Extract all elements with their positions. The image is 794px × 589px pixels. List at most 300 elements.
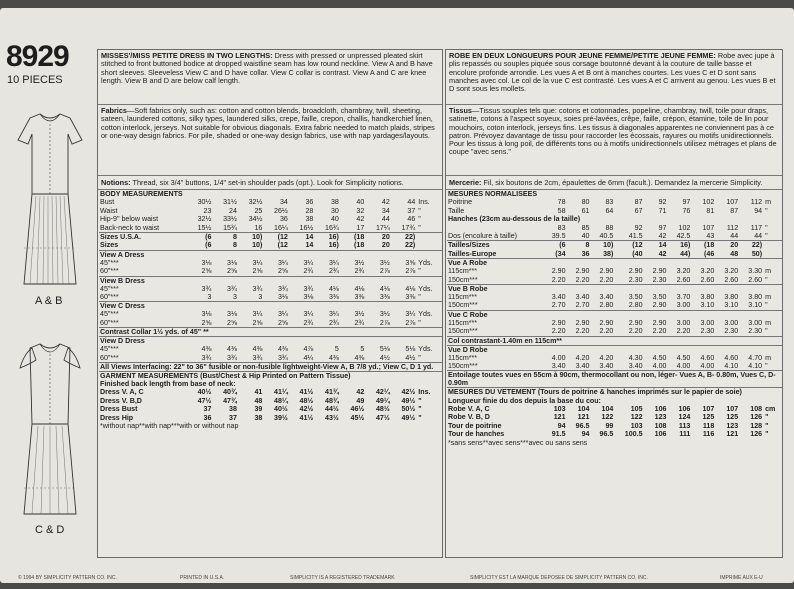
row-label: 45"*** <box>100 345 119 354</box>
cell-value: 2.80 <box>599 301 614 310</box>
english-panel <box>97 49 443 558</box>
cell-value: 2⅞ <box>405 267 416 276</box>
entoilage-row <box>447 371 782 388</box>
vetement-title-row <box>447 388 782 397</box>
cell-value: 5 <box>334 345 339 354</box>
cell-value: 105 <box>630 404 643 413</box>
cell-value: 3.80 <box>748 293 763 302</box>
cell-value: 4.50 <box>676 353 691 362</box>
cell-value: (12 <box>632 241 643 250</box>
cell-value: 3.50 <box>652 293 667 302</box>
cell-value: 3⅛ <box>303 293 314 302</box>
robe-b-row <box>447 301 782 310</box>
cell-value: 16) <box>328 233 339 242</box>
mesures-title-row <box>447 190 782 198</box>
cell-value: 38 <box>305 215 314 224</box>
description-fr <box>449 52 781 93</box>
cell-value: 38 <box>254 413 263 422</box>
cell-value: 42 <box>658 232 667 240</box>
cell-value: 91.5 <box>551 430 566 439</box>
cell-value: 40½ <box>197 388 212 397</box>
view-b-title-row <box>99 276 442 285</box>
cell-value: 3.40 <box>575 362 590 371</box>
cell-value: 2¾ <box>354 267 365 276</box>
cell-value: 3¾ <box>303 284 314 293</box>
view-d-title: View D Dress <box>100 337 145 346</box>
view-d-row <box>99 345 442 353</box>
cell-value: 48¾ <box>325 396 339 405</box>
cell-value: 38 <box>229 405 237 414</box>
row-label: Dress Hip <box>100 413 134 422</box>
cell-value: 44 <box>754 232 763 240</box>
body-measurements-title: BODY MEASUREMENTS <box>100 190 183 199</box>
divider <box>98 104 442 105</box>
cell-value: 2.20 <box>575 327 590 336</box>
cell-value: 2.90 <box>628 318 643 327</box>
hanches-title: Hanches (23cm au-dessous de la taille) <box>448 215 581 224</box>
cell-value: 118 <box>702 421 715 430</box>
hanches-row <box>447 224 782 232</box>
cell-value: 126 <box>750 413 763 422</box>
cell-value: 2⅝ <box>227 267 237 276</box>
unit-label: Yds. <box>418 258 433 267</box>
cell-value: 87 <box>634 198 643 207</box>
vetement-row <box>447 430 782 438</box>
cell-value: 4⅜ <box>252 345 263 354</box>
cell-value: 40.5 <box>599 232 614 240</box>
cell-value: 3⅜ <box>354 293 365 302</box>
taille-row <box>447 207 782 215</box>
cell-value: 44 <box>381 215 390 224</box>
cell-value: 3⅛ <box>201 310 212 319</box>
row-label: Tour de poitrine <box>448 421 502 430</box>
cell-value: 3¾ <box>227 353 237 362</box>
cell-value: 108 <box>750 404 763 413</box>
vetement-row <box>447 422 782 430</box>
vetement-row <box>447 413 782 421</box>
longueur-finie: Longueur finie du dos depuis la base du cou: <box>448 396 601 405</box>
cell-value: 2⅝ <box>201 318 212 327</box>
cell-value: 37 <box>407 206 416 215</box>
cell-value: 3¼ <box>405 310 416 319</box>
row-label: Back-neck to waist <box>100 223 160 232</box>
unit-label <box>417 241 442 250</box>
unit-label <box>417 233 442 242</box>
cell-value: 2.30 <box>748 327 763 336</box>
cell-value: 2¾ <box>328 318 339 327</box>
tailles-europe-row <box>447 250 782 259</box>
cell-value: 49½ <box>401 413 416 422</box>
unit-label: " <box>418 293 421 302</box>
cell-value: 123 <box>654 413 667 422</box>
cell-value: 30 <box>330 206 339 215</box>
cell-value: 3.00 <box>676 318 691 327</box>
cell-value: 4⅜ <box>354 353 365 362</box>
cell-value: 16) <box>328 241 339 250</box>
cell-value: 2.90 <box>551 267 566 276</box>
row-label: 115cm*** <box>448 318 478 327</box>
cell-value: 3.40 <box>628 362 643 371</box>
fabrics-body-en: —Soft fabrics only, such as: cotton and cotton blends, broadcloth, chambray, twill, sheeting, sateen, laundered cottons, silky types, laundered silks, crepe, faille, crepon, challis, handkerchief linen, cotton interlock, jerseys. Not suitable for obvious diagonals. Extra fabric needed to match plaids, stripes or one-way design fabrics. For pile, shaded or one-way design fabrics, use with nap yardages/layouts. <box>101 106 435 140</box>
cell-value: 40 <box>330 215 339 224</box>
cell-value: 106 <box>654 404 667 413</box>
cell-value: 48¼ <box>274 396 288 405</box>
garment-row <box>99 414 442 422</box>
cell-value: 2.20 <box>628 327 643 336</box>
cell-value: 17¾ <box>401 223 416 232</box>
row-label: Tailles-Europe <box>448 249 497 258</box>
cell-value: (6 <box>205 241 212 250</box>
row-label: 150cm*** <box>448 327 478 336</box>
cell-value: 20 <box>730 241 739 250</box>
cell-value: 36 <box>203 413 212 422</box>
unit-label: m <box>765 198 772 207</box>
row-label: Bust <box>100 198 115 207</box>
cell-value: 2.70 <box>551 301 566 310</box>
cell-value: 48 <box>730 249 739 258</box>
cell-value: 3.10 <box>700 301 715 310</box>
cell-value: 2.90 <box>599 318 614 327</box>
garment-measurements-title-row <box>99 372 442 381</box>
cell-value: 122 <box>630 413 643 422</box>
cell-value: 92 <box>658 198 667 207</box>
cell-value: 2.90 <box>575 267 590 276</box>
cell-value: 4⅛ <box>328 284 339 293</box>
cell-value: 3¾ <box>252 284 263 293</box>
cell-value: 23 <box>203 206 212 215</box>
robe-a-title-row <box>447 259 782 268</box>
cell-value: 37 <box>229 413 237 422</box>
cell-value: 4⅛ <box>354 284 365 293</box>
unit-label: m <box>765 318 772 327</box>
cell-value: 4⅜ <box>227 345 237 354</box>
cell-value: 2.60 <box>700 275 715 284</box>
cell-value: 4.10 <box>724 362 739 371</box>
unit-label <box>764 250 782 259</box>
description-title-en: MISSES'/MISS PETITE DRESS IN TWO LENGTHS: <box>101 51 273 60</box>
cell-value: 25 <box>254 206 263 215</box>
cell-value: 71 <box>658 206 667 215</box>
row-label: Sizes U.S.A. <box>100 233 142 242</box>
view-label-ab: A & B <box>35 295 63 307</box>
cell-value: 5⅛ <box>379 345 390 354</box>
cell-value: (18 <box>354 233 365 242</box>
finished-back-length-row <box>99 380 442 388</box>
cell-value: 4.60 <box>724 353 739 362</box>
footer-marque: SIMPLICITY EST LA MARQUE DEPOSEE DE SIMPLICITY PATTERN CO. INC. <box>470 575 648 581</box>
col-contrastant: Col contrastant-1.40m en 115cm** <box>448 336 562 345</box>
cell-value: 3.00 <box>724 318 739 327</box>
cell-value: 94 <box>557 421 566 430</box>
row-label: Waist <box>100 206 118 215</box>
cell-value: 2¾ <box>328 267 339 276</box>
footnote-en: *without nap**with nap***with or without nap <box>100 422 239 431</box>
cell-value: 78 <box>557 198 566 207</box>
cell-value: 3.40 <box>599 362 614 371</box>
view-a-title: View A Dress <box>100 250 145 259</box>
robe-a-title: Vue A Robe <box>448 259 488 268</box>
cell-value: (40 <box>632 249 643 258</box>
cell-value: 3¼ <box>303 310 314 319</box>
cell-value: 42 <box>658 249 667 258</box>
cell-value: 24 <box>229 206 237 215</box>
cell-value: 122 <box>601 413 614 422</box>
cell-value: 14 <box>305 233 314 242</box>
mercerie-body-fr: Fil, six boutons de 2cm, épaulettes de 6mm (facult.). Demandez la mercerie Simplicity. <box>483 178 763 187</box>
view-b-title: View B Dress <box>100 276 145 285</box>
cell-value: (46 <box>704 249 715 258</box>
cell-value: 10) <box>252 241 263 250</box>
robe-b-title-row <box>447 285 782 294</box>
cell-value: 3¼ <box>252 310 263 319</box>
cell-value: 48½ <box>299 396 314 405</box>
cell-value: 20 <box>381 233 390 242</box>
cell-value: 8 <box>585 241 590 250</box>
cell-value: 4⅞ <box>303 345 314 354</box>
cell-value: 3¾ <box>201 284 212 293</box>
entoilage: Entoilage toutes vues en 55cm à 90cm, thermocollant ou non, léger- Vues A, B- 0.80m, Vues C, D- 0.90m <box>448 371 776 388</box>
dos-row <box>447 232 782 241</box>
unit-label: m <box>765 293 772 302</box>
cell-value: 2⅞ <box>405 318 416 327</box>
cell-value: 8 <box>232 233 237 242</box>
interfacing-row <box>99 363 442 372</box>
cell-value: 40½ <box>274 405 288 414</box>
cell-value: 26½ <box>274 206 288 215</box>
cell-value: 4½ <box>379 353 390 362</box>
unit-label: " <box>765 206 768 215</box>
cell-value: 2.20 <box>551 275 566 284</box>
contrast-collar-row <box>99 328 442 337</box>
cell-value: 94 <box>754 206 763 215</box>
cell-value: 2.30 <box>724 327 739 336</box>
cell-value: 107 <box>726 404 739 413</box>
cell-value: 38) <box>603 249 614 258</box>
cell-value: 97 <box>658 223 667 232</box>
cell-value: 41¾ <box>325 388 339 397</box>
cell-value: 20 <box>381 241 390 250</box>
cell-value: 107 <box>702 404 715 413</box>
view-b-row <box>99 285 442 293</box>
cell-value: 49¼ <box>375 396 390 405</box>
hanches-title-row <box>447 215 782 223</box>
cell-value: 58 <box>557 206 566 215</box>
robe-c-row <box>447 319 782 327</box>
row-label: Hip-9" below waist <box>100 215 159 224</box>
cell-value: 43½ <box>325 413 339 422</box>
cell-value: 16) <box>680 241 691 250</box>
vetement-row <box>447 405 782 413</box>
unit-label: Yds. <box>418 310 433 319</box>
cell-value: 36 <box>581 249 590 258</box>
unit-label: cm <box>765 404 776 413</box>
view-b-row <box>99 293 442 302</box>
cell-value: 76 <box>682 206 691 215</box>
cell-value: 3⅛ <box>227 258 237 267</box>
unit-label: " <box>418 267 421 276</box>
row-label: Robe V. A, C <box>448 404 490 413</box>
cell-value: 49 <box>356 396 365 405</box>
cell-value: 3¾ <box>277 353 288 362</box>
pieces-count: 10 PIECES <box>7 74 63 86</box>
cell-value: 2⅝ <box>201 267 212 276</box>
cell-value: 4.60 <box>700 353 715 362</box>
cell-value: 41.5 <box>628 232 643 240</box>
cell-value: 3⅜ <box>379 293 390 302</box>
cell-value: 41¼ <box>274 388 288 397</box>
description-body-en: Dress with pressed or unpressed pleated skirt stitched to front buttoned bodice at dropped waistline seam has low round neckline. View A and B have short sleeves. Sleeveless View C and D have collar. View C collar is contrast. View A and C are knee length. View B and D are below calf length. <box>101 51 433 85</box>
cell-value: 4.70 <box>748 353 763 362</box>
cell-value: 44½ <box>325 405 339 414</box>
cell-value: 2.20 <box>575 275 590 284</box>
cell-value: 46½ <box>350 405 365 414</box>
cell-value: 3.00 <box>676 301 691 310</box>
cell-value: 15½ <box>197 223 212 232</box>
cell-value: 3¾ <box>252 353 263 362</box>
cell-value: 3 <box>207 293 212 302</box>
cell-value: 97 <box>682 198 691 207</box>
cell-value: 4⅜ <box>328 353 339 362</box>
cell-value: 2.60 <box>676 275 691 284</box>
unit-label: " <box>418 223 421 232</box>
cell-value: 40 <box>581 232 590 240</box>
cell-value: 67 <box>634 206 643 215</box>
cell-value: 2⅞ <box>379 267 390 276</box>
cell-value: 34½ <box>248 215 263 224</box>
row-label: 115cm*** <box>448 267 478 276</box>
poitrine-row <box>447 198 782 206</box>
row-label: Taille <box>448 206 465 215</box>
fabrics-title-en: Fabrics <box>101 106 127 115</box>
cell-value: 2.90 <box>551 318 566 327</box>
cell-value: 2.70 <box>575 301 590 310</box>
footnote-en-row <box>99 422 442 430</box>
mesures-title: MESURES NORMALISEES <box>448 190 538 199</box>
cell-value: 31½ <box>223 198 237 207</box>
cell-value: 41½ <box>299 413 314 422</box>
cell-value: 4½ <box>405 353 416 362</box>
cell-value: 47½ <box>197 396 212 405</box>
cell-value: 16¾ <box>325 223 339 232</box>
unit-label: " <box>765 301 768 310</box>
row-label: 150cm*** <box>448 275 478 284</box>
cell-value: 34 <box>381 206 390 215</box>
cell-value: 41 <box>254 388 263 397</box>
cell-value: 3½ <box>354 310 365 319</box>
cell-value: 2.90 <box>628 267 643 276</box>
robe-c-title-row <box>447 310 782 319</box>
row-label: 115cm*** <box>448 353 478 362</box>
cell-value: 46 <box>407 215 416 224</box>
cell-value: 2⅝ <box>227 318 237 327</box>
cell-value: 108 <box>654 421 667 430</box>
cell-value: 4.50 <box>652 353 667 362</box>
cell-value: 3.00 <box>748 318 763 327</box>
cell-value: 3⅛ <box>227 310 237 319</box>
fabrics-en <box>101 107 441 140</box>
cell-value: 117 <box>750 223 763 232</box>
cell-value: 3¼ <box>277 310 288 319</box>
row-label: 60"*** <box>100 353 119 362</box>
body-measurements-title-row <box>99 190 442 198</box>
cell-value: 4⅜ <box>277 345 288 354</box>
cell-value: 2.90 <box>575 318 590 327</box>
unit-label: " <box>418 215 421 224</box>
row-label: Robe V. B, D <box>448 413 490 422</box>
cell-value: 32½ <box>197 215 212 224</box>
cell-value: 3.00 <box>700 318 715 327</box>
cell-value: 111 <box>679 430 691 439</box>
cell-value: 102 <box>702 198 715 207</box>
unit-label: " <box>418 206 421 215</box>
cell-value: 100.5 <box>624 430 643 439</box>
cell-value: 38 <box>330 198 339 207</box>
cell-value: 3¾ <box>277 284 288 293</box>
robe-d-row <box>447 362 782 371</box>
cell-value: 2⅝ <box>277 267 288 276</box>
cell-value: 49½ <box>401 396 416 405</box>
cell-value: 121 <box>553 413 566 422</box>
cell-value: 124 <box>678 413 691 422</box>
longueur-finie-row <box>447 396 782 404</box>
cell-value: 112 <box>726 223 739 232</box>
cell-value: 33½ <box>223 215 237 224</box>
view-a-row <box>99 259 442 267</box>
row-label: 45"*** <box>100 284 119 293</box>
cell-value: 4.10 <box>748 362 763 371</box>
description-body-fr: Robe avec jupe à plis repassés ou souples piquée sous corsage boutonné devant à la couture de taille basse et encolure profonde arrondie. Les vues A et B ont à manches courtes. Les vues C et D sont sans manches avec col. Le col de la vue C est contrasté. Les vues A et C arrivent au genou. Les vues B et D sont sous les mollets. <box>449 51 776 94</box>
cell-value: 3½ <box>379 258 390 267</box>
cell-value: 2.90 <box>652 318 667 327</box>
cell-value: 104 <box>601 404 614 413</box>
contrast-collar: Contrast Collar 1½ yds. of 45" ** <box>100 328 209 337</box>
cell-value: 4.00 <box>700 362 715 371</box>
cell-value: 3½ <box>379 310 390 319</box>
dress-sketch-ab <box>10 108 90 288</box>
cell-value: 4.20 <box>599 353 614 362</box>
sizes-usa-row <box>99 233 442 242</box>
unit-label: " <box>418 396 422 405</box>
cell-value: 10) <box>252 233 263 242</box>
cell-value: 45½ <box>350 413 365 422</box>
garment-row <box>99 388 442 396</box>
finished-back-length: Finished back length from base of neck: <box>100 380 236 389</box>
cell-value: 3.30 <box>748 267 763 276</box>
cell-value: 10) <box>603 241 614 250</box>
cell-value: 42 <box>356 215 365 224</box>
cell-value: 8 <box>232 241 237 250</box>
cell-value: 37 <box>203 405 212 414</box>
cell-value: 121 <box>726 430 739 439</box>
cell-value: 3.40 <box>575 293 590 302</box>
cell-value: 2⅞ <box>379 318 390 327</box>
interfacing: All Views Interfacing: 22" to 36" fusible or non-fusible lightweight-View A, B 7/8 yd.; View C, D 1 yd. <box>100 363 434 372</box>
cell-value: 40¾ <box>223 388 237 397</box>
cell-value: 42 <box>356 388 365 397</box>
robe-b-title: Vue B Robe <box>448 285 488 294</box>
unit-label: Ins. <box>418 198 430 207</box>
unit-label: m <box>765 353 772 362</box>
cell-value: 44 <box>730 232 739 240</box>
cell-value: (6 <box>205 233 212 242</box>
cell-value: 3¼ <box>277 258 288 267</box>
cell-value: 48½ <box>375 405 390 414</box>
cell-value: 36 <box>305 198 314 207</box>
cell-value: 113 <box>678 421 691 430</box>
row-label: 45"*** <box>100 258 119 267</box>
row-label: Tour de hanches <box>448 430 505 439</box>
footnote-fr-row <box>447 438 782 446</box>
